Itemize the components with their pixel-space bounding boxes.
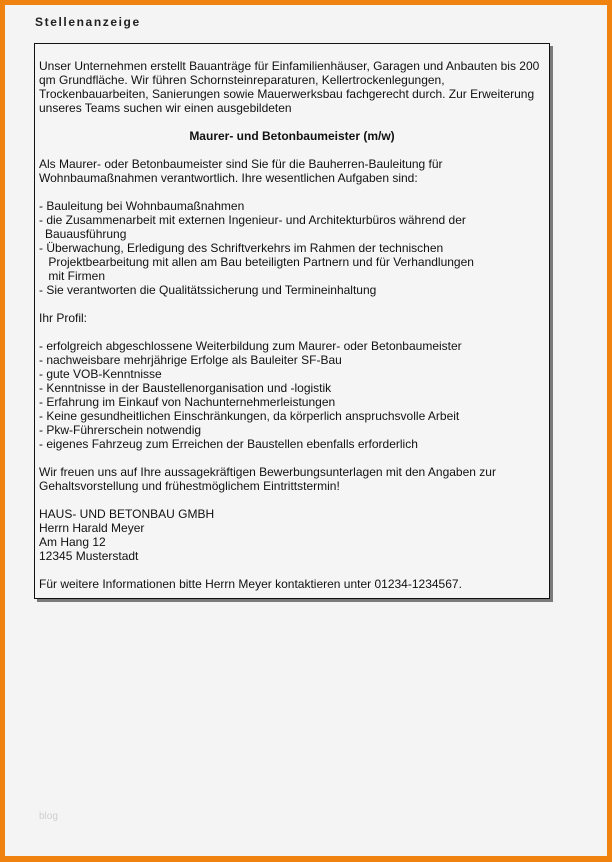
closing-paragraph: [39, 465, 545, 493]
task-item: - Überwachung, Erledigung des Schriftverkehrs im Rahmen der technischen: [39, 241, 444, 255]
tasks-intro-line: Wohnbaumaßnahmen verantwortlich. Ihre wesentlichen Aufgaben sind:: [39, 171, 418, 185]
intro-line: Unser Unternehmen erstellt Bauanträge für Einfamilienhäuser, Garagen und Anbauten bis 200: [39, 59, 540, 73]
address-block: [39, 507, 545, 563]
contact-person: Herrn Harald Meyer: [39, 521, 145, 535]
intro-line: unseres Teams suchen wir einen ausgebildeten: [39, 101, 292, 115]
task-item: - Bauleitung bei Wohnbaumaßnahmen: [39, 199, 245, 213]
profile-list: [39, 339, 545, 451]
task-item: - Sie verantworten die Qualitätssicherung und Termineinhaltung: [39, 283, 377, 297]
task-item-continuation: mit Firmen: [45, 269, 105, 283]
tasks-list: [39, 199, 545, 297]
document-title: Stellenanzeige: [35, 15, 141, 29]
city: 12345 Musterstadt: [39, 549, 139, 563]
profile-item: - gute VOB-Kenntnisse: [39, 367, 162, 381]
tasks-intro: [39, 157, 545, 185]
profile-item: - eigenes Fahrzeug zum Erreichen der Baustellen ebenfalls erforderlich: [39, 437, 418, 451]
task-item-continuation: Bauausführung: [45, 227, 127, 241]
tasks-intro-line: Als Maurer- oder Betonbaumeister sind Sie für die Bauherren-Bauleitung für: [39, 157, 443, 171]
intro-line: Trockenbauarbeiten, Sanierungen sowie Mauerwerksbau fachgerecht durch. Zur Erweiterung: [39, 87, 535, 101]
job-ad-box: [34, 43, 550, 599]
contact-note: Für weitere Informationen bitte Herrn Meyer kontaktieren unter 01234-1234567.: [39, 577, 462, 591]
profile-item: - Kenntnisse in der Baustellenorganisation und -logistik: [39, 381, 332, 395]
profile-item: - nachweisbare mehrjährige Erfolge als Bauleiter SF-Bau: [39, 353, 342, 367]
intro-line: qm Grundfläche. Wir führen Schornsteinreparaturen, Kellertrockenlegungen,: [39, 73, 445, 87]
company-name: HAUS- UND BETONBAU GMBH: [39, 507, 215, 521]
profile-item: - Pkw-Führerschein notwendig: [39, 423, 202, 437]
profile-heading: Ihr Profil:: [39, 311, 88, 325]
profile-item: - Keine gesundheitlichen Einschränkungen, da körperlich anspruchsvolle Arbeit: [39, 409, 460, 423]
job-title: Maurer- und Betonbaumeister (m/w): [189, 129, 395, 143]
intro-paragraph: [39, 59, 545, 115]
task-item: - die Zusammenarbeit mit externen Ingenieur- und Architekturbüros während der: [39, 213, 466, 227]
closing-line: Gehaltsvorstellung und frühestmöglichem Eintrittstermin!: [39, 479, 340, 493]
profile-item: - Erfahrung im Einkauf von Nachunternehmerleistungen: [39, 395, 336, 409]
task-item-continuation: Projektbearbeitung mit allen am Bau beteiligten Partnern und für Verhandlungen: [45, 255, 474, 269]
watermark: blog: [39, 811, 58, 822]
street: Am Hang 12: [39, 535, 106, 549]
profile-item: - erfolgreich abgeschlossene Weiterbildung zum Maurer- oder Betonbaumeister: [39, 339, 462, 353]
closing-line: Wir freuen uns auf Ihre aussagekräftigen Bewerbungsunterlagen mit den Angaben zur: [39, 465, 496, 479]
